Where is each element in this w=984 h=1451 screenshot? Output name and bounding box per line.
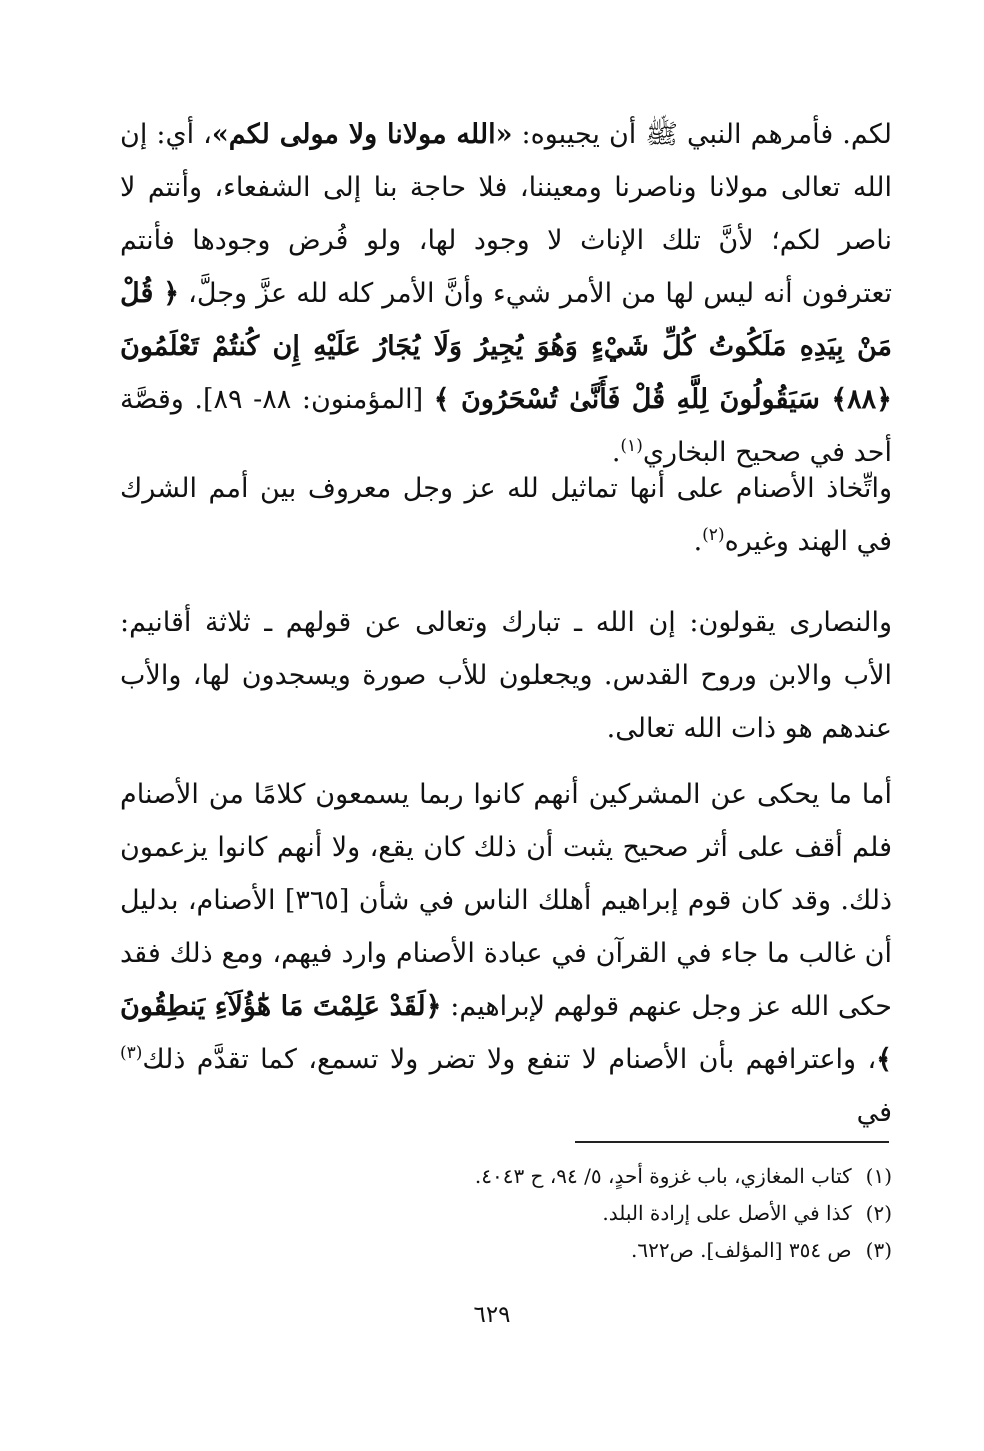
- paragraph-3: [120, 596, 892, 755]
- paragraph-4: [120, 768, 892, 1139]
- paragraph-3-text-a: والنصارى يقولون: إن الله ـ تبارك وتعالى عن قولهم ـ ثلاثة أقانيم: الأب والابن وروح القدس. ويجعلون للأب صورة ويسجدون لها، والأب عندهم هو ذات الله تعالى.: [120, 607, 892, 744]
- footnote-2: [120, 1195, 892, 1232]
- footnote-1: [120, 1158, 892, 1195]
- paragraph-1-text-e: .: [611, 437, 621, 468]
- footnote-ref-3[interactable]: (٣): [120, 1043, 143, 1063]
- paragraph-1-text-c: ، أي: إن الله تعالى مولانا وناصرنا ومعيننا، فلا حاجة بنا إلى الشفعاء، وأنتم لا ناصر لكم؛ لأنَّ تلك الإناث لا وجود لها، ولو فُرض وجودها فأنتم تعترفون أنه ليس لها من الأمر شيء وأنَّ الأمر كله لله عزَّ وجلَّ،: [120, 119, 893, 309]
- footnote-3: [120, 1232, 892, 1269]
- footnotes: [120, 1158, 892, 1269]
- footnote-ref-2[interactable]: (٢): [702, 525, 725, 545]
- paragraph-4-text-b: ، واعترافهم بأن الأصنام لا تنفع ولا تضر ولا تسمع، كما تقدَّم ذلك: [142, 1044, 877, 1075]
- paragraph-1: [120, 108, 892, 479]
- paragraph-2-text-b: .: [693, 526, 703, 557]
- footnote-ref-1[interactable]: (١): [620, 436, 643, 456]
- quran-verse-1: ﴿ قُلْ مَنْ بِيَدِهِ مَلَكُوتُ كُلِّ شَيْءٍ وَهُوَ يُجِيرُ وَلَا يُجَارُ عَلَيْهِ إِن كُنتُمْ تَعْلَمُونَ ﴿٨٨﴾ سَيَقُولُونَ لِلَّهِ قُلْ فَأَنَّىٰ تُسْحَرُونَ ﴾: [120, 278, 892, 415]
- paragraph-2: [120, 462, 892, 568]
- footnote-divider: [575, 1141, 889, 1143]
- page-number: ٦٢٩: [473, 1302, 511, 1328]
- footnote-2-number: (٢): [865, 1201, 892, 1225]
- footnote-2-text: كذا في الأصل على إرادة البلد.: [602, 1201, 852, 1225]
- footnote-1-text: كتاب المغازي، باب غزوة أحدٍ، ٥/ ٩٤، ح ٤٠٤٣.: [474, 1164, 852, 1188]
- paragraph-1-text-a: لكم. فأمرهم النبي ﷺ أن يجيبوه:: [512, 119, 892, 150]
- footnote-1-number: (١): [865, 1164, 892, 1188]
- footnote-3-text: ص ٣٥٤ [المؤلف]. ص٦٢٢.: [631, 1238, 852, 1262]
- paragraph-2-text-a: واتِّخاذ الأصنام على أنها تماثيل لله عز وجل معروف بين أمم الشرك في الهند وغيره: [120, 473, 892, 557]
- paragraph-4-text-a: أما ما يحكى عن المشركين أنهم كانوا ربما يسمعون كلامًا من الأصنام فلم أقف على أثر صحيح يثبت أن ذلك كان يقع، ولا أنهم كانوا يزعمون ذلك. وقد كان قوم إبراهيم أهلك الناس في شأن [٣٦٥] الأصنام، بدليل أن غالب ما جاء في القرآن في عبادة الأصنام وارد فيهم، ومع ذلك فقد حكى الله عز وجل عنهم قولهم لإبراهيم:: [120, 779, 892, 1022]
- paragraph-4-text-c: في: [856, 1097, 892, 1128]
- quran-verse-2: ﴿لَقَدْ عَلِمْتَ مَا هَٰٓؤُلَآءِ يَنطِقُونَ ﴾: [120, 991, 892, 1075]
- paragraph-1-quote: «الله مولانا ولا مولى لكم»: [211, 119, 513, 150]
- paragraph-1-text-d: [المؤمنون: ٨٨- ٨٩]. وقصَّة أحد في صحيح البخاري: [120, 384, 892, 468]
- footnote-3-number: (٣): [865, 1238, 892, 1262]
